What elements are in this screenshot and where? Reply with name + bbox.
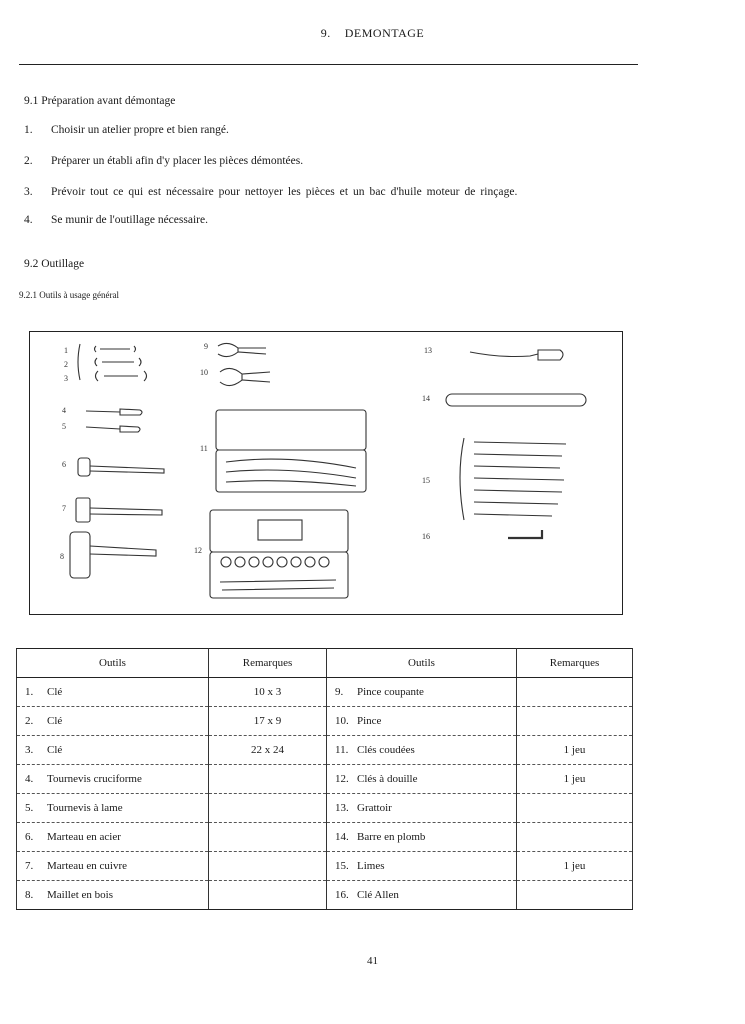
tool-name: Tournevis à lame: [47, 802, 123, 814]
figure-label-8: 8: [60, 552, 64, 561]
bracket: [78, 344, 80, 380]
figure-label-11: 11: [200, 444, 208, 453]
scraper-icon: [470, 350, 563, 360]
item-number: 10.: [335, 715, 349, 727]
item-number: 4.: [25, 773, 34, 785]
table-row: [17, 881, 633, 910]
chapter-number: 9.: [320, 26, 331, 40]
item-number: 5.: [25, 802, 34, 814]
pliers-icon: [220, 368, 270, 385]
figure-label-6: 6: [62, 460, 66, 469]
tool-cell: [327, 823, 517, 852]
header-rule: [19, 64, 638, 65]
step-number: 4.: [24, 214, 33, 226]
tool-cell: [327, 852, 517, 881]
remark-cell: [517, 736, 633, 765]
remark-cell: [209, 765, 327, 794]
item-number: 1.: [25, 686, 34, 698]
angled-wrench-set-icon: [216, 410, 366, 492]
item-number: 11.: [335, 744, 349, 756]
item-number: 13.: [335, 802, 349, 814]
item-number: 3.: [25, 744, 34, 756]
item-number: 14.: [335, 831, 349, 843]
item-number: 6.: [25, 831, 34, 843]
tool-cell: [17, 707, 209, 736]
figure-label-10: 10: [200, 368, 208, 377]
column-header: Outils: [17, 649, 209, 678]
tool-name: Marteau en acier: [47, 831, 121, 843]
tool-cell: [17, 765, 209, 794]
wrench-3-icon: [96, 371, 147, 381]
step-text: Choisir un atelier propre et bien rangé.: [51, 124, 229, 136]
tool-cell: [17, 794, 209, 823]
item-number: 12.: [335, 773, 349, 785]
table-row: [17, 794, 633, 823]
wrench-2-icon: [95, 358, 141, 366]
remark-cell: [209, 881, 327, 910]
tools-figure: [29, 331, 623, 615]
step-text: Prévoir tout ce qui est nécessaire pour nettoyer les pièces et un bac d'huile moteur de rinçage.: [51, 186, 518, 198]
files-icon: [460, 438, 566, 520]
remark-text: 1 jeu: [563, 773, 586, 785]
section-heading-9-1: 9.1 Préparation avant démontage: [24, 95, 176, 107]
table-row: [17, 707, 633, 736]
remark-cell: [517, 852, 633, 881]
remark-cell: [209, 678, 327, 707]
remark-text: 17 x 9: [253, 715, 282, 727]
cutting-pliers-icon: [218, 343, 266, 356]
figure-label-3: 3: [64, 374, 68, 383]
remark-text: 1 jeu: [563, 860, 586, 872]
wooden-mallet-icon: [70, 532, 156, 578]
item-number: 15.: [335, 860, 349, 872]
tool-cell: [17, 852, 209, 881]
column-header: Remarques: [209, 649, 327, 678]
socket-wrench-set-icon: [210, 510, 348, 598]
figure-label-7: 7: [62, 504, 66, 513]
item-number: 2.: [25, 715, 34, 727]
tool-name: Clés à douille: [357, 773, 418, 785]
chapter-title-text: DEMONTAGE: [344, 26, 425, 40]
step-text: Se munir de l'outillage nécessaire.: [51, 214, 208, 226]
column-header: Remarques: [517, 649, 633, 678]
tool-cell: [327, 881, 517, 910]
item-number: 16.: [335, 889, 349, 901]
tool-cell: [17, 736, 209, 765]
remark-cell: [517, 707, 633, 736]
step-2: [24, 155, 303, 167]
page-number: 41: [367, 955, 378, 967]
tool-name: Clé: [47, 715, 63, 727]
remark-cell: [517, 678, 633, 707]
wrench-1-icon: [95, 346, 136, 352]
figure-label-1: 1: [64, 346, 68, 355]
tool-cell: [327, 707, 517, 736]
remark-cell: [517, 794, 633, 823]
steel-hammer-icon: [78, 458, 164, 476]
table-row: [17, 678, 633, 707]
item-number: 7.: [25, 860, 34, 872]
step-number: 1.: [24, 124, 33, 136]
step-number: 2.: [24, 155, 33, 167]
figure-label-2: 2: [64, 360, 68, 369]
table-row: [17, 852, 633, 881]
step-1: [24, 124, 229, 136]
table-row: [17, 823, 633, 852]
figure-label-4: 4: [62, 406, 66, 415]
tool-name: Clés coudées: [357, 744, 415, 756]
remark-cell: [517, 765, 633, 794]
figure-label-15: 15: [422, 476, 430, 485]
subsection-heading-9-2-1: 9.2.1 Outils à usage général: [19, 290, 119, 300]
step-text: Préparer un établi afin d'y placer les pièces démontées.: [51, 155, 304, 167]
tool-name: Tournevis cruciforme: [47, 773, 142, 785]
remark-cell: [209, 707, 327, 736]
tool-cell: [327, 736, 517, 765]
remark-text: 1 jeu: [563, 744, 586, 756]
tool-name: Pince: [357, 715, 382, 727]
screwdriver-cross-icon: [86, 409, 142, 415]
tool-name: Clé: [47, 686, 63, 698]
tool-name: Maillet en bois: [47, 889, 113, 901]
remark-cell: [209, 794, 327, 823]
step-number: 3.: [24, 186, 33, 198]
tool-cell: [17, 881, 209, 910]
figure-label-13: 13: [424, 346, 432, 355]
figure-label-9: 9: [204, 342, 208, 351]
item-number: 8.: [25, 889, 34, 901]
tool-name: Limes: [357, 860, 385, 872]
allen-key-icon: [508, 530, 542, 538]
figure-label-12: 12: [194, 546, 202, 555]
step-4: [24, 214, 208, 226]
section-heading-9-2: 9.2 Outillage: [24, 258, 85, 270]
figure-label-14: 14: [422, 394, 430, 403]
tool-name: Grattoir: [357, 802, 392, 814]
tools-table: [16, 648, 633, 910]
tool-name: Clé: [47, 744, 63, 756]
remark-cell: [209, 852, 327, 881]
item-number: 9.: [335, 686, 344, 698]
screwdriver-flat-icon: [86, 426, 140, 432]
tool-cell: [327, 765, 517, 794]
remark-text: 22 x 24: [251, 744, 284, 756]
step-3: [24, 186, 517, 198]
lead-bar-icon: [446, 394, 586, 406]
tool-name: Barre en plomb: [357, 831, 426, 843]
remark-cell: [517, 823, 633, 852]
remark-cell: [209, 823, 327, 852]
table-header-row: [17, 649, 633, 678]
figure-label-5: 5: [62, 422, 66, 431]
copper-hammer-icon: [76, 498, 162, 522]
remark-text: 10 x 3: [253, 686, 282, 698]
chapter-title: [0, 26, 745, 41]
table-row: [17, 765, 633, 794]
tool-cell: [17, 678, 209, 707]
tools-illustration: [30, 332, 624, 616]
table-row: [17, 736, 633, 765]
column-header: Outils: [327, 649, 517, 678]
remark-cell: [209, 736, 327, 765]
tool-name: Clé Allen: [357, 889, 399, 901]
figure-label-16: 16: [422, 532, 430, 541]
remark-cell: [517, 881, 633, 910]
tool-cell: [17, 823, 209, 852]
tool-name: Pince coupante: [357, 686, 424, 698]
tool-name: Marteau en cuivre: [47, 860, 128, 872]
tool-cell: [327, 678, 517, 707]
tool-cell: [327, 794, 517, 823]
